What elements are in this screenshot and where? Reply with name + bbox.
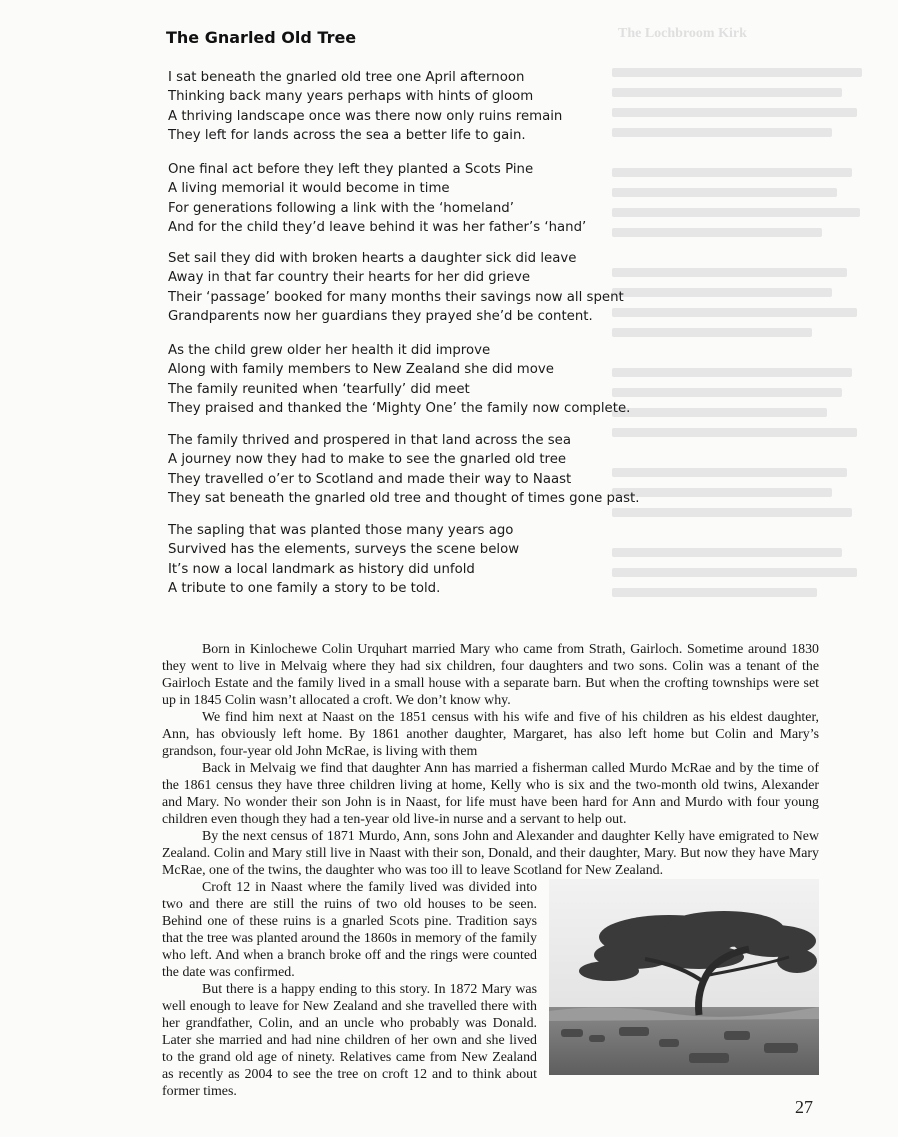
bleed-through-title: The Lochbroom Kirk — [618, 26, 747, 41]
poem-stanza — [168, 431, 640, 509]
poem-line: A living memorial it would become in time — [168, 181, 450, 197]
prose-paragraph: We find him next at Naast on the 1851 census with his wife and five of his children as his eldest daughter, Ann, has obviously left home. By 1861 another daughter, Margaret, has also left home but Colin and Mary’s grandson, four-year old John McRae, is living with them — [162, 710, 819, 759]
poem-line: As the child grew older her health it did improve — [168, 343, 491, 358]
poem-line: Set sail they did with broken hearts a daughter sick did leave — [168, 251, 577, 266]
poem-line: It’s now a local landmark as history did unfold — [168, 561, 475, 577]
tree-image — [549, 879, 819, 1075]
poem-line: They sat beneath the gnarled old tree and thought of times gone past. — [168, 491, 640, 507]
poem-stanza — [168, 249, 628, 327]
poem-line: The family reunited when ‘tearfully’ did meet — [168, 381, 470, 397]
poem-line: The family thrived and prospered in that land across the sea — [168, 433, 571, 448]
poem-line: Thinking back many years perhaps with hints of gloom — [168, 89, 534, 105]
poem-line: I sat beneath the gnarled old tree one April afternoon — [168, 70, 525, 85]
poem-stanza — [168, 521, 628, 599]
prose-paragraph: By the next census of 1871 Murdo, Ann, sons John and Alexander and daughter Kelly have emigrated to New Zealand. Colin and Mary still live in Naast with their son, Donald, and their daughter, Mary. But now they have Mary McRae, one of the twins, the daughter who was too ill to leave Scotland for New Zealand. — [162, 829, 819, 878]
poem-stanza — [168, 341, 631, 419]
poem-line: A journey now they had to make to see the gnarled old tree — [168, 452, 567, 468]
prose-paragraph: Back in Melvaig we find that daughter Ann has married a fisherman called Murdo McRae and by the time of the 1861 census they have three children living at home, Kelly who is six and the two-month old twins, Alexander and Mary. No wonder their son John is in Naast, for life must have been hard for Ann and Murdo with four young children even though they had a ten-year old live-in nurse and a servant to help out. — [162, 761, 819, 827]
poem-line: Survived has the elements, surveys the scene below — [168, 542, 520, 558]
poem-line: For generations following a link with the ‘homeland’ — [168, 200, 514, 216]
poem-stanza — [168, 160, 628, 238]
poem-line: A thriving landscape once was there now only ruins remain — [168, 108, 563, 124]
poem-line: Along with family members to New Zealand she did move — [168, 362, 554, 378]
poem-line: They praised and thanked the ‘Mighty One’ the family now complete. — [168, 401, 631, 417]
poem-line: Their ‘passage’ booked for many months their savings now all spent — [168, 289, 624, 305]
prose-paragraph: But there is a happy ending to this story. In 1872 Mary was well enough to leave for New Zealand and she travelled there with her grandfather, Colin, and an uncle who probably was Donald. Later she married and had nine children of her own and she lived to the grand old age of ninety. Relatives came from New Zealand as recently as 2004 to see the tree on croft 12 and to think about former times. — [162, 982, 537, 1099]
poem-line: They travelled o’er to Scotland and made their way to Naast — [168, 471, 572, 487]
poem-line: The sapling that was planted those many years ago — [168, 523, 514, 538]
poem-line: A tribute to one family a story to be told. — [168, 581, 441, 597]
page-number: 27 — [795, 1097, 813, 1117]
prose-paragraph: Croft 12 in Naast where the family lived was divided into two and there are still the ruins of two old houses to be seen. Behind one of these ruins is a gnarled Scots pine. Tradition says that the tree was planted around the 1860s in memory of the family who left. And when a branch broke off and the rings were counted the date was confirmed. — [162, 880, 537, 980]
scots-pine-photo — [549, 879, 819, 1075]
poem-line: And for the child they’d leave behind it was her father’s ‘hand’ — [168, 220, 587, 236]
poem-stanza — [168, 68, 628, 146]
poem-title: The Gnarled Old Tree — [166, 28, 357, 47]
prose-body — [162, 641, 819, 1100]
poem-line: They left for lands across the sea a better life to gain. — [168, 128, 526, 144]
prose-paragraph: Born in Kinlochewe Colin Urquhart married Mary who came from Strath, Gairloch. Sometime around 1830 they went to live in Melvaig where they had six children, four daughters and two sons. Colin was a tenant of the Gairloch Estate and the family lived in a small house with a separate barn. But when the crofting townships were set up in 1845 Colin wasn’t allocated a croft. We don’t know why. — [162, 642, 819, 708]
poem-line: Grandparents now her guardians they prayed she’d be content. — [168, 309, 593, 325]
poem-line: Away in that far country their hearts for her did grieve — [168, 270, 531, 286]
poem-line: One final act before they left they planted a Scots Pine — [168, 162, 534, 177]
